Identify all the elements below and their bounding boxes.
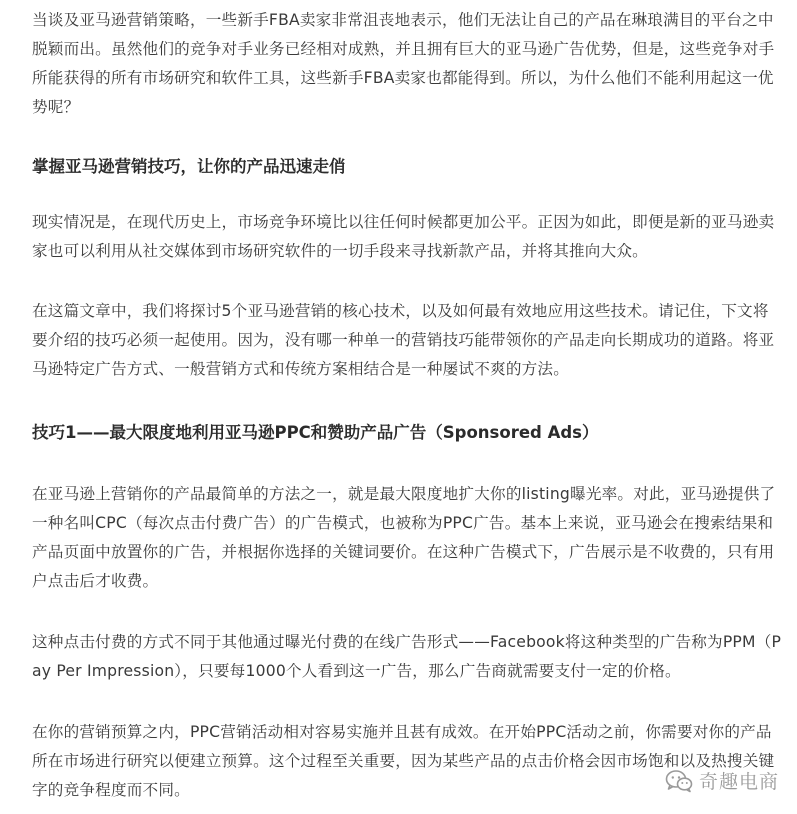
article-paragraph: 这种点击付费的方式不同于其他通过曝光付费的在线广告形式——Facebook将这种类型的广告称为PPM（Pay Per Impression），只要每1000个人看到这一广告，那么广告商就需要支付一定的价格。: [32, 633, 782, 680]
article-paragraph: 在亚马逊上营销你的产品最简单的方法之一，就是最大限度地扩大你的listing曝光率。对此，亚马逊提供了一种名叫CPC（每次点击付费广告）的广告模式，也被称为PPC广告。基本上来说，亚马逊会在搜索结果和产品页面中放置你的广告，并根据你选择的关键词要价。在这种广告模式下，广告展示是不收费的，只有用户点击后才收费。: [32, 485, 776, 590]
section-heading: 掌握亚马逊营销技巧，让你的产品迅速走俏: [32, 157, 346, 176]
wechat-icon: [665, 769, 693, 793]
watermark: [665, 767, 779, 794]
section-heading: 技巧1——最大限度地利用亚马逊PPC和赞助产品广告（Sponsored Ads）: [32, 423, 599, 442]
article-paragraph: 在你的营销预算之内，PPC营销活动相对容易实施并且甚有成效。在开始PPC活动之前，你需要对你的产品所在市场进行研究以便建立预算。这个过程至关重要，因为某些产品的点击价格会因市场饱和以及热搜关键字的竞争程度而不同。: [32, 723, 775, 799]
article-paragraph: 当谈及亚马逊营销策略，一些新手FBA卖家非常沮丧地表示，他们无法让自己的产品在琳琅满目的平台之中脱颖而出。虽然他们的竞争对手业务已经相对成熟，并且拥有巨大的亚马逊广告优势，但是，这些竞争对手所能获得的所有市场研究和软件工具，这些新手FBA卖家也都能得到。所以，为什么他们不能利用起这一优势呢？: [32, 11, 775, 116]
watermark-text: 奇趣电商: [698, 771, 779, 793]
article-paragraph: 现实情况是，在现代历史上，市场竞争环境比以往任何时候都更加公平。正因为如此，即便是新的亚马逊卖家也可以利用从社交媒体到市场研究软件的一切手段来寻找新款产品，并将其推向大众。: [32, 213, 775, 260]
article-paragraph: 在这篇文章中，我们将探讨5个亚马逊营销的核心技术，以及如何最有效地应用这些技术。请记住，下文将要介绍的技巧必须一起使用。因为，没有哪一种单一的营销技巧能带领你的产品走向长期成功的道路。将亚马逊特定广告方式、一般营销方式和传统方案相结合是一种屡试不爽的方法。: [32, 302, 775, 378]
